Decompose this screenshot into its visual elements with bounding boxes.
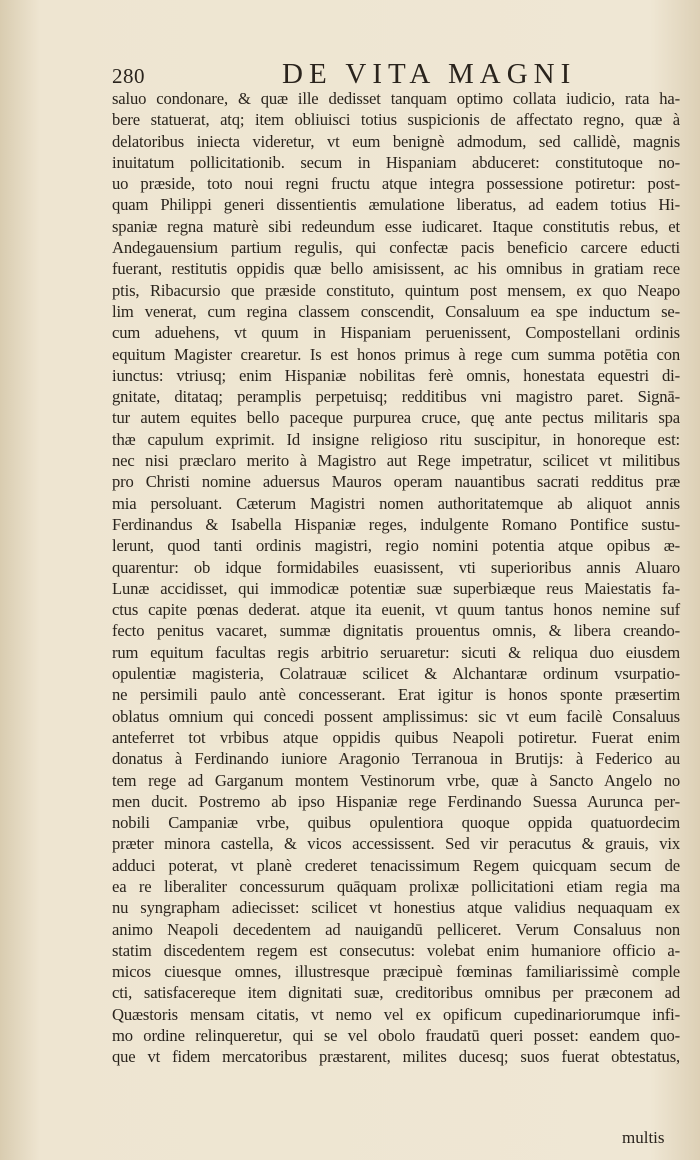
text-line: ne persimili paulo antè concesserant. Erat igitur is honos sponte præsertim xyxy=(112,685,680,705)
text-line: lerunt, quod tanti ordinis magistri, regio nomini potentia atque opibus æ- xyxy=(112,536,680,556)
text-line: nobili Campaniæ vrbe, quibus opulentiora quoque oppida quatuordecim xyxy=(112,813,680,833)
text-line: anteferret tot vrbibus atque oppidis quibus Neapoli potiretur. Fuerat enim xyxy=(112,727,680,747)
text-line: rum equitum facultas regis arbitrio seruaretur: sicuti & reliqua duo eiusdem xyxy=(112,642,680,662)
text-line: equitum Magister crearetur. Is est honos primus à rege cum summa potētia con xyxy=(112,344,680,364)
text-line: men ducit. Postremo ab ipso Hispaniæ rege Ferdinando Suessa Aurunca per- xyxy=(112,791,680,811)
text-line: oblatus omnium qui concedi possent amplissimus: sic vt eum facilè Consaluus xyxy=(112,706,680,726)
text-line: tur autem equites bello paceque purpurea cruce, quę ante pectus militaris spa xyxy=(112,408,680,428)
text-line: nec nisi præclaro merito à Magistro aut Rege impetratur, scilicet vt militibus xyxy=(112,451,680,471)
text-line: præter minora castella, & vicos accessissent. Sed vir peracutus & grauis, vix xyxy=(112,834,680,854)
text-line: thæ capulum exprimit. Id insigne religioso ritu suscipitur, in honoreque est: xyxy=(112,429,680,449)
text-line: inuitatum pollicitationib. secum in Hispaniam abduceret: constitutoque no- xyxy=(112,152,680,172)
text-line: donatus à Ferdinando iuniore Aragonio Terranoua in Brutijs: à Federico au xyxy=(112,749,680,769)
text-line: Andegauensium partium regulis, qui confectæ pacis beneficio carcere educti xyxy=(112,238,680,258)
text-line: quarentur: ob idque formidabiles euasissent, vti superioribus annis Aluaro xyxy=(112,557,680,577)
page-header xyxy=(112,58,672,88)
text-line: ea re liberaliter concessurum quāquam prolixæ pollicitationi etiam regia ma xyxy=(112,876,680,896)
text-line: pro Christi nomine aduersus Mauros operam nauantibus sacrati redditus præ xyxy=(112,472,680,492)
text-line: fuerant, restitutis oppidis quæ bello amisissent, ac his omnibus in gratiam rece xyxy=(112,259,680,279)
text-line: mia persoluant. Cæterum Magistri nomen authoritatemque ab aliquot annis xyxy=(112,493,680,513)
page-number: 280 xyxy=(112,64,145,88)
text-line: bere statuerat, atq; item obliuisci totius suspicionis de affectato regno, quæ à xyxy=(112,110,680,130)
text-line: adduci poterat, vt planè crederet tenacissimum Regem quicquam secum de xyxy=(112,855,680,875)
body-text xyxy=(112,88,680,1068)
running-title: DE VITA MAGNI xyxy=(282,58,577,90)
text-line: lim venerat, cum regina classem conscendit, Consaluum ea spe inductum se- xyxy=(112,301,680,321)
text-line: animo Neapoli decedentem ad nauigandū pelliceret. Verum Consaluus non xyxy=(112,919,680,939)
text-line: cum aduehens, vt quum in Hispaniam peruenissent, Compostellani ordinis xyxy=(112,323,680,343)
text-line: ctus capite pœnas dederat. atque ita euenit, vt quum tantus honos nemine suf xyxy=(112,600,680,620)
text-line: fecto penitus vacaret, summæ dignitatis prouentus omnis, & libera creando- xyxy=(112,621,680,641)
text-line: micos ciuesque omnes, illustresque præcipuè fœminas familiarissimè comple xyxy=(112,962,680,982)
text-line: ptis, Ribacursio que præside constituto, quintum post mensem, ex quo Neapo xyxy=(112,280,680,300)
text-line: saluo condonare, & quæ ille dedisset tanquam optimo collata iudicio, rata ha- xyxy=(112,89,680,108)
text-line: que vt fidem mercatoribus præstarent, milites ducesq; suos fuerat obtestatus, xyxy=(112,1047,680,1067)
text-line: gnitate, ditataq; peramplis perpetuisq; redditibus vni magistro paret. Signā- xyxy=(112,387,680,407)
text-line: quam Philippi generi dissentientis æmulatione liberatus, ad eadem totius Hi- xyxy=(112,195,680,215)
text-line: statim discedentem regem est consecutus: volebat enim humaniore officio a- xyxy=(112,940,680,960)
text-line: opulentiæ magisteria, Colatrauæ scilicet & Alchantaræ ordinum vsurpatio- xyxy=(112,664,680,684)
text-line: uo præside, toto noui regni fructu atque integra possessione potiretur: post- xyxy=(112,174,680,194)
text-line: Lunæ accidisset, qui immodicæ potentiæ suæ superbiæque reus Maiestatis fa- xyxy=(112,578,680,598)
text-line: tem rege ad Garganum montem Vestinorum vrbe, quæ à Sancto Angelo no xyxy=(112,770,680,790)
text-line: delatoribus iniecta videretur, vt eum benignè admodum, sed callidè, magnis xyxy=(112,131,680,151)
text-line: Ferdinandus & Isabella Hispaniæ reges, indulgente Romano Pontifice sustu- xyxy=(112,514,680,534)
text-line: iunctus: vtriusq; enim Hispaniæ nobilitas ferè omnis, honestata equestri di- xyxy=(112,365,680,385)
catchword: multis xyxy=(622,1128,665,1147)
text-line: nu syngrapham adiecisset: scilicet vt honestius atque validius nequaquam ex xyxy=(112,898,680,918)
text-line: spaniæ regna maturè sibi redeundum esse iudicaret. Itaque constitutis rebus, et xyxy=(112,216,680,236)
text-line: cti, satisfacereque item dignitati suæ, creditoribus omnibus per præconem ad xyxy=(112,983,680,1003)
text-line: mo ordine relinqueretur, qui se vel obolo fraudatū queri posset: eandem quo- xyxy=(112,1026,680,1046)
text-line: Quæstoris mensam citatis, vt nemo vel ex opificum cupedinariorumque infi- xyxy=(112,1004,680,1024)
